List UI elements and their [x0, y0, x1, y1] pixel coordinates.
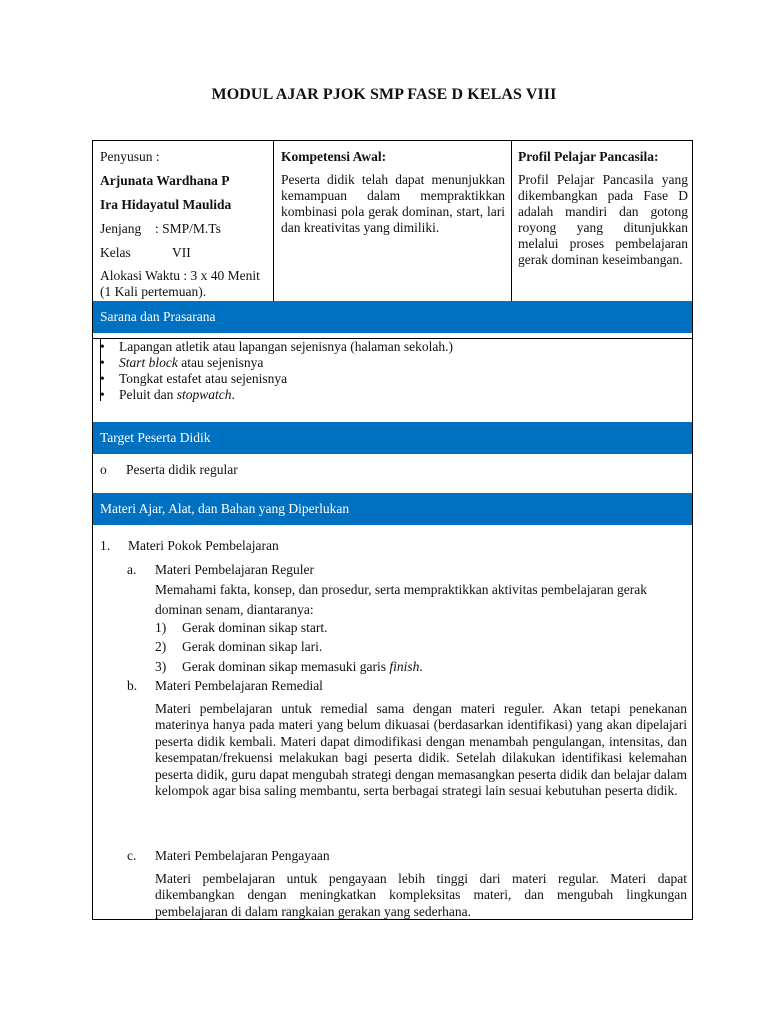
list-item: • Peluit dan stopwatch. [100, 387, 235, 402]
sarana-list-container [93, 339, 692, 403]
kompetensi-text: Peserta didik telah dapat menunjukkan kemampuan dalam mempraktikkan kombinasi pola gerak dominan, start, lari dan kreativitas yang dimiliki. [281, 172, 505, 235]
bullet-icon: • [100, 387, 105, 402]
penyusun-label: Penyusun : [100, 149, 160, 164]
subsection-b-title-row [127, 677, 323, 694]
kompetensi-heading: Kompetensi Awal: [281, 149, 387, 164]
sub-list-item: 1) Gerak dominan sikap start. [155, 620, 328, 635]
kelas-row [100, 244, 270, 261]
sub-marker: b. [127, 678, 138, 693]
author-name: Arjunata Wardhana P [100, 173, 230, 188]
item-number: 2) [155, 639, 167, 654]
subsection-a-title-row [127, 561, 314, 578]
sarana-list [93, 339, 692, 403]
item-number: 3) [155, 659, 167, 674]
column-divider [511, 141, 512, 301]
list-item: • Tongkat estafet atau sejenisnya [100, 371, 288, 386]
jenjang-label: Jenjang [100, 221, 142, 236]
list-item: • Lapangan atletik atau lapangan sejenisnya (halaman sekolah.) [100, 339, 453, 354]
subsection-title: Materi Pembelajaran Reguler [155, 562, 314, 577]
section-header-sarana [93, 301, 692, 333]
author-name: Ira Hidayatul Maulida [100, 197, 232, 212]
kelas-label: Kelas [100, 245, 131, 260]
section-title: Target Peserta Didik [100, 430, 211, 445]
target-item [100, 461, 238, 478]
sub-marker: c. [127, 848, 137, 863]
subsection-title: Materi Pembelajaran Pengayaan [155, 848, 330, 863]
materi-pokok-row [100, 537, 279, 554]
jenjang-row [100, 220, 270, 237]
bullet-icon: • [100, 339, 105, 354]
list-number: 1. [100, 538, 111, 553]
subsection-c-text: Materi pembelajaran untuk pengayaan lebih tinggi dari materi regular. Materi dapat dikembangkan dengan meningkatkan kompleksitas materi, dan mengubah lingkungan pembelajaran di dalam rangkaian gerakan yang sederhana. [155, 871, 687, 919]
module-table [92, 140, 693, 920]
jenjang-value: : SMP/M.Ts [155, 221, 221, 236]
profil-cell [518, 148, 688, 268]
bullet-icon: • [100, 355, 105, 370]
sub-list-item: 2) Gerak dominan sikap lari. [155, 639, 323, 654]
kompetensi-cell [281, 148, 505, 236]
profil-heading: Profil Pelajar Pancasila: [518, 149, 659, 164]
info-cell [100, 148, 270, 300]
column-divider [273, 141, 274, 301]
circle-bullet-icon: o [100, 462, 107, 477]
sub-list-item: 3) Gerak dominan sikap memasuki garis finish. [155, 659, 423, 674]
section-title: Materi Ajar, Alat, dan Bahan yang Diperlukan [100, 501, 350, 516]
alokasi-waktu: Alokasi Waktu : 3 x 40 Menit (1 Kali pertemuan). [100, 268, 260, 299]
item-number: 1) [155, 620, 167, 635]
section-header-materi [93, 493, 692, 525]
bullet-icon: • [100, 371, 105, 386]
profil-text: Profil Pelajar Pancasila yang dikembangkan pada Fase D adalah mandiri dan gotong royong yang ditunjukkan melalui proses pembelajaran gerak dominan keseimbangan. [518, 172, 688, 267]
target-text: Peserta didik regular [126, 462, 238, 477]
kelas-value: VII [172, 245, 191, 260]
document-title: MODUL AJAR PJOK SMP FASE D KELAS VIII [211, 86, 557, 103]
subsection-b-text: Materi pembelajaran untuk remedial sama dengan materi reguler. Akan tetapi penekanan materinya hanya pada materi yang belum dikuasai (berdasarkan identifikasi) yang akan dipelajari peserta didik kembali. Materi dapat dimodifikasi dengan menambah pengulangan, intensitas, dan kesempatan/frekuensi melakukan bagi peserta didik. Setelah dilakukan identifikasi kelemahan peserta didik, guru dapat mengubah strategi dengan memasangkan peserta didik dan belajar dalam kelompok agar bisa saling membantu, serta berbagai strategi lain sesuai kebutuhan peserta didik. [155, 701, 687, 799]
materi-pokok-title: Materi Pokok Pembelajaran [128, 538, 279, 553]
subsection-c-title-row [127, 847, 330, 864]
sub-marker: a. [127, 562, 137, 577]
list-item: • Start block atau sejenisnya [100, 355, 264, 370]
section-title: Sarana dan Prasarana [100, 309, 216, 324]
section-header-target [93, 422, 692, 454]
subsection-title: Materi Pembelajaran Remedial [155, 678, 323, 693]
subsection-a-text: Memahami fakta, konsep, dan prosedur, serta mempraktikkan aktivitas pembelajaran gerak dominan senam, diantaranya: [155, 582, 648, 617]
